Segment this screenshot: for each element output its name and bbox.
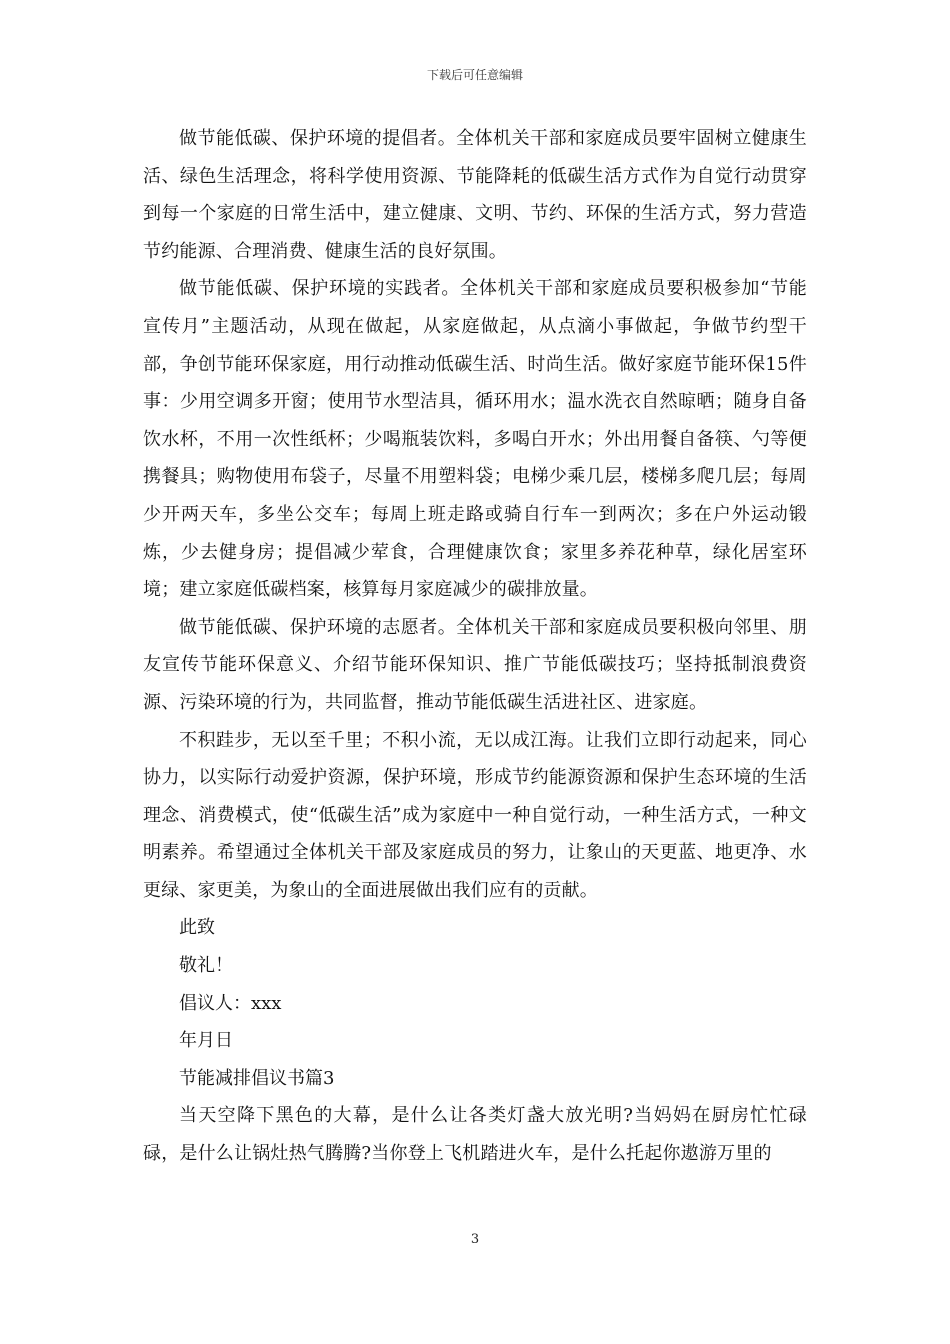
date-line: 年月日	[179, 1030, 233, 1052]
paragraph-practitioner: 做节能低碳、保护环境的实践者。全体机关干部和家庭成员要积极参加“节能宣传月”主题活动，从现在做起，从家庭做起，从点滴小事做起，争做节约型干部，争创节能环保家庭，用行动推动低碳生活、时尚生活。做好家庭节能环保15件事：少用空调多开窗；使用节水型洁具，循环用水；温水洗衣自然晾晒；随身自备饮水杯，不用一次性纸杯；少喝瓶装饮料，多喝白开水；外出用餐自备筷、勺等便携餐具；购物使用布袋子，尽量不用塑料袋；电梯少乘几层，楼梯多爬几层；每周少开两天车，多坐公交车；每周上班走路或骑自行车一到两次；多在户外运动锻炼，少去健身房；提倡减少荤食，合理健康饮食；家里多养花种草，绿化居室环境；建立家庭低碳档案，核算每月家庭减少的碳排放量。	[143, 278, 807, 601]
page-number: 3	[470, 1232, 480, 1247]
closing-greeting: 此致	[179, 917, 215, 939]
paragraph-section3-intro: 当天空降下黑色的大幕，是什么让各类灯盏大放光明?当妈妈在厨房忙忙碌碌，是什么让锅灶热气腾腾?当你登上飞机踏进火车，是什么托起你遨游万里的	[143, 1105, 807, 1165]
closing-salute: 敬礼！	[179, 955, 233, 977]
paragraph-volunteer: 做节能低碳、保护环境的志愿者。全体机关干部和家庭成员要积极向邻里、朋友宣传节能环保意义、介绍节能环保知识、推广节能低碳技巧；坚持抵制浪费资源、污染环境的行为，共同监督，推动节能低碳生活进社区、进家庭。	[143, 616, 807, 713]
proposer-line: 倡议人：xxx	[179, 992, 282, 1014]
document-body	[143, 120, 807, 1173]
section-title: 节能减排倡议书篇3	[179, 1067, 335, 1089]
paragraph-advocate: 做节能低碳、保护环境的提倡者。全体机关干部和家庭成员要牢固树立健康生活、绿色生活理念，将科学使用资源、节能降耗的低碳生活方式作为自觉行动贯穿到每一个家庭的日常生活中，建立健康、文明、节约、环保的生活方式，努力营造节约能源、合理消费、健康生活的良好氛围。	[143, 128, 807, 262]
paragraph-call-to-action: 不积跬步，无以至千里；不积小流，无以成江海。让我们立即行动起来，同心协力，以实际行动爱护资源，保护环境，形成节约能源资源和保护生态环境的生活理念、消费模式，使“低碳生活”成为家庭中一种自觉行动，一种生活方式，一种文明素养。希望通过全体机关干部及家庭成员的努力，让象山的天更蓝、地更净、水更绿、家更美，为象山的全面进展做出我们应有的贡献。	[143, 729, 807, 901]
page-header: 下载后可任意编辑	[426, 68, 523, 82]
